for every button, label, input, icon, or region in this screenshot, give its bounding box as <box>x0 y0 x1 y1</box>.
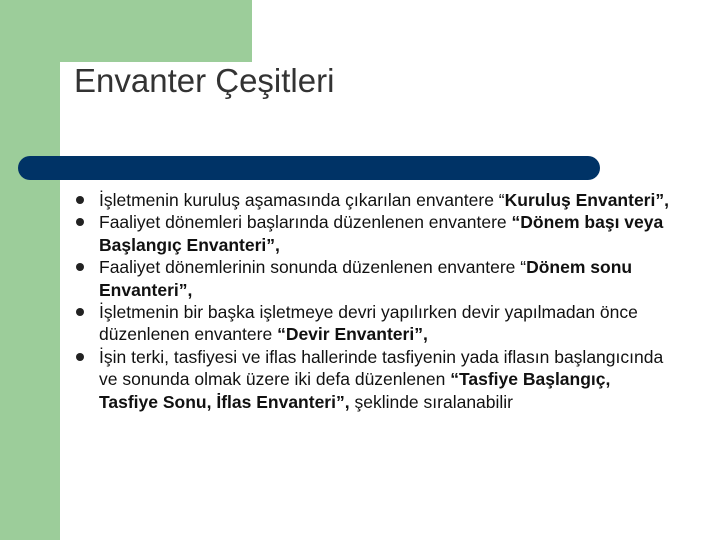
bullet-item <box>74 211 674 256</box>
bullet-bold-text: “Devir Envanteri”, <box>277 324 428 345</box>
bullet-bold-text: Dönem sonu Envanteri”, <box>99 257 633 300</box>
bullet-text: Faaliyet dönemleri başlarında düzenlenen envantere <box>99 212 512 233</box>
bullet-bold-text: “Tasfiye Başlangıç, Tasfiye Sonu, İflas Envanteri”, <box>99 369 611 412</box>
bullet-text: İşletmenin kuruluş aşamasında çıkarılan envantere “ <box>99 190 505 210</box>
bullet-item <box>74 346 674 413</box>
bullet-dot-icon <box>76 196 84 204</box>
green-side-bar <box>0 0 60 540</box>
bullet-bold-text: “Dönem başı veya Başlangıç Envanteri”, <box>99 212 664 255</box>
bullet-item <box>74 189 674 211</box>
bullet-text: İşletmenin bir başka işletmeye devri yapılırken devir yapılmadan önce düzenlenen envantere <box>99 302 638 345</box>
title-divider <box>18 156 600 180</box>
bullet-bold-text: Kuruluş Envanteri”, <box>504 190 669 210</box>
bullet-text: şeklinde sıralanabilir <box>349 391 514 412</box>
bullet-dot-icon <box>76 308 84 316</box>
bullet-dot-icon <box>76 353 84 361</box>
bullet-text: İşin terki, tasfiyesi ve iflas hallerinde tasfiyenin yada iflasın başlangıcında ve sonunda olmak üzere iki defa düzenlenen <box>99 346 664 390</box>
bullet-text: Faaliyet dönemlerinin sonunda düzenlenen envantere “ <box>99 257 527 278</box>
slide-title: Envanter Çeşitleri <box>74 62 335 99</box>
green-top-block <box>0 0 252 62</box>
bullet-item <box>74 301 674 346</box>
bullet-dot-icon <box>76 263 84 271</box>
bullet-item <box>74 256 674 301</box>
bullet-dot-icon <box>76 218 84 226</box>
bullet-list <box>74 189 674 413</box>
